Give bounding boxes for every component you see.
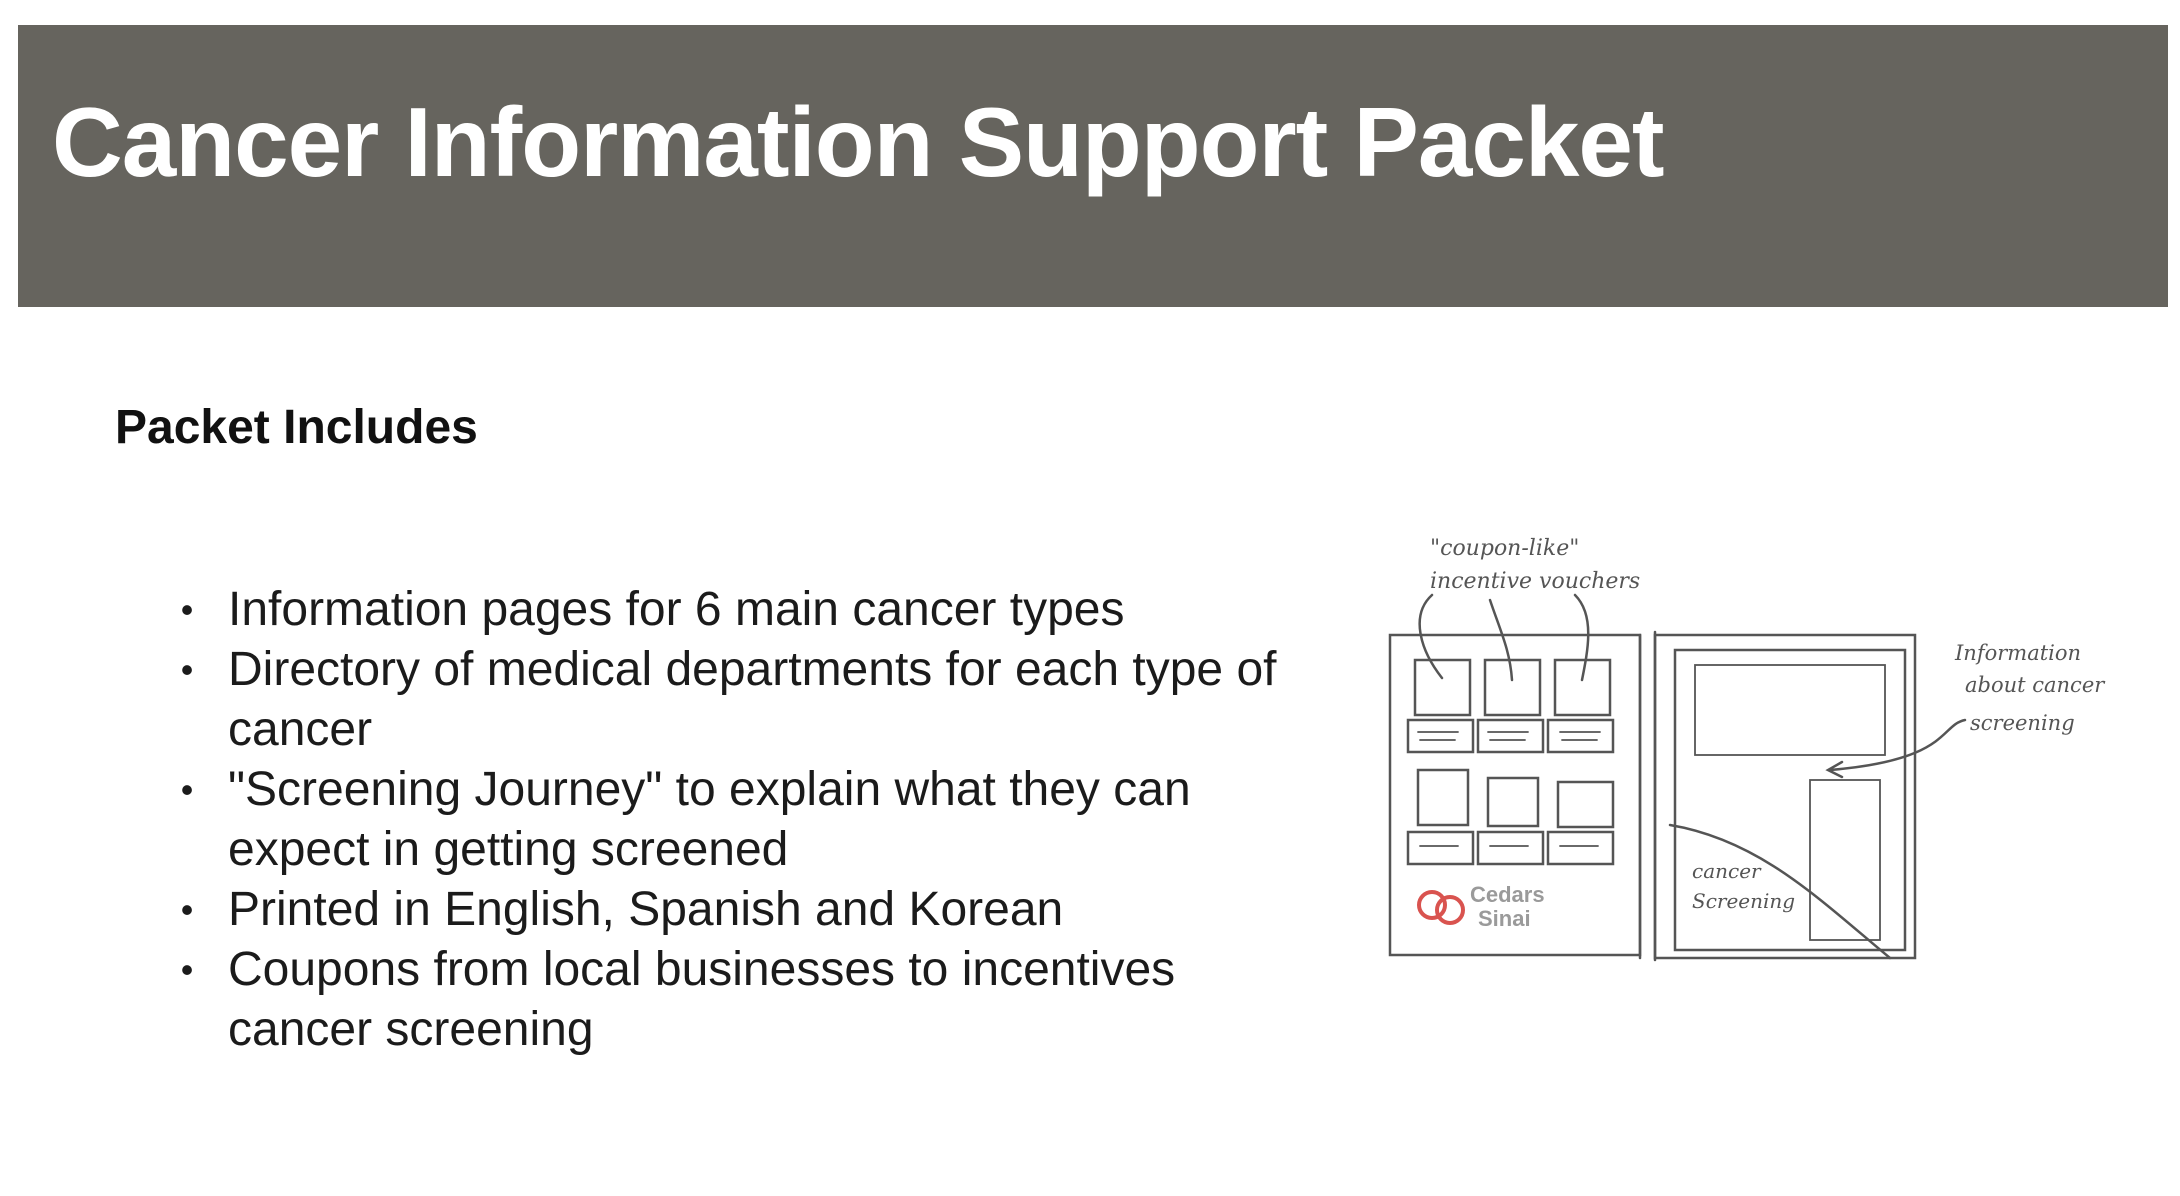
info-arrow — [1830, 720, 1965, 770]
logo-text-line2: Sinai — [1478, 906, 1531, 931]
info-annotation-line2: about cancer — [1965, 673, 2105, 697]
coupon-square — [1485, 660, 1540, 715]
insert-box — [1810, 780, 1880, 940]
list-item — [172, 940, 1332, 1060]
list-item-text: "Screening Journey" to explain what they can expect in getting screened — [228, 763, 1191, 876]
coupon-tab — [1548, 720, 1613, 752]
packet-sketch-drawing — [1370, 520, 2140, 1000]
voucher-arrow — [1420, 595, 1442, 678]
coupon-text-strokes — [1418, 732, 1600, 740]
bullet-icon: • — [180, 589, 194, 630]
list-item-text: Printed in English, Spanish and Korean — [228, 883, 1064, 936]
list-item-text: Directory of medical departments for each type of cancer — [228, 643, 1277, 756]
info-annotation-line3: screening — [1970, 711, 2075, 735]
voucher-annotation-line2: incentive vouchers — [1430, 569, 1641, 594]
logo-icon — [1437, 897, 1463, 923]
list-item-text: Coupons from local businesses to incentives cancer screening — [228, 943, 1176, 1056]
info-annotation-line1: Information — [1955, 641, 2082, 665]
coupon-square — [1555, 660, 1610, 715]
list-item-text: Information pages for 6 main cancer types — [228, 583, 1125, 636]
bullet-icon: • — [180, 769, 194, 810]
coupon-square — [1415, 660, 1470, 715]
list-item — [172, 580, 1332, 640]
packet-sketch — [1370, 520, 2140, 1000]
coupon-tab — [1478, 720, 1543, 752]
coupon-tab — [1478, 832, 1543, 864]
voucher-arrow — [1490, 600, 1512, 680]
coupon-tab — [1548, 832, 1613, 864]
insert-box — [1695, 665, 1885, 755]
logo-text-line1: Cedars — [1470, 882, 1545, 907]
voucher-annotation-line1: "coupon-like" — [1430, 536, 1580, 561]
list-item — [172, 760, 1332, 880]
pocket-label-line1: cancer — [1692, 859, 1761, 883]
bullet-icon: • — [180, 949, 194, 990]
bullet-icon: • — [180, 649, 194, 690]
coupon-square — [1488, 778, 1538, 826]
coupon-tab — [1408, 720, 1473, 752]
coupon-square — [1558, 782, 1613, 827]
logo-icon — [1419, 892, 1445, 918]
voucher-arrow — [1575, 595, 1588, 680]
pocket-label-line2: Screening — [1692, 889, 1796, 913]
page-title: Cancer Information Support Packet — [52, 87, 1664, 197]
coupon-square — [1418, 770, 1468, 825]
coupon-tab — [1408, 832, 1473, 864]
section-heading: Packet Includes — [115, 401, 478, 454]
list-item — [172, 880, 1332, 940]
list-item — [172, 640, 1332, 760]
bullet-list — [172, 580, 1332, 1060]
bullet-icon: • — [180, 889, 194, 930]
